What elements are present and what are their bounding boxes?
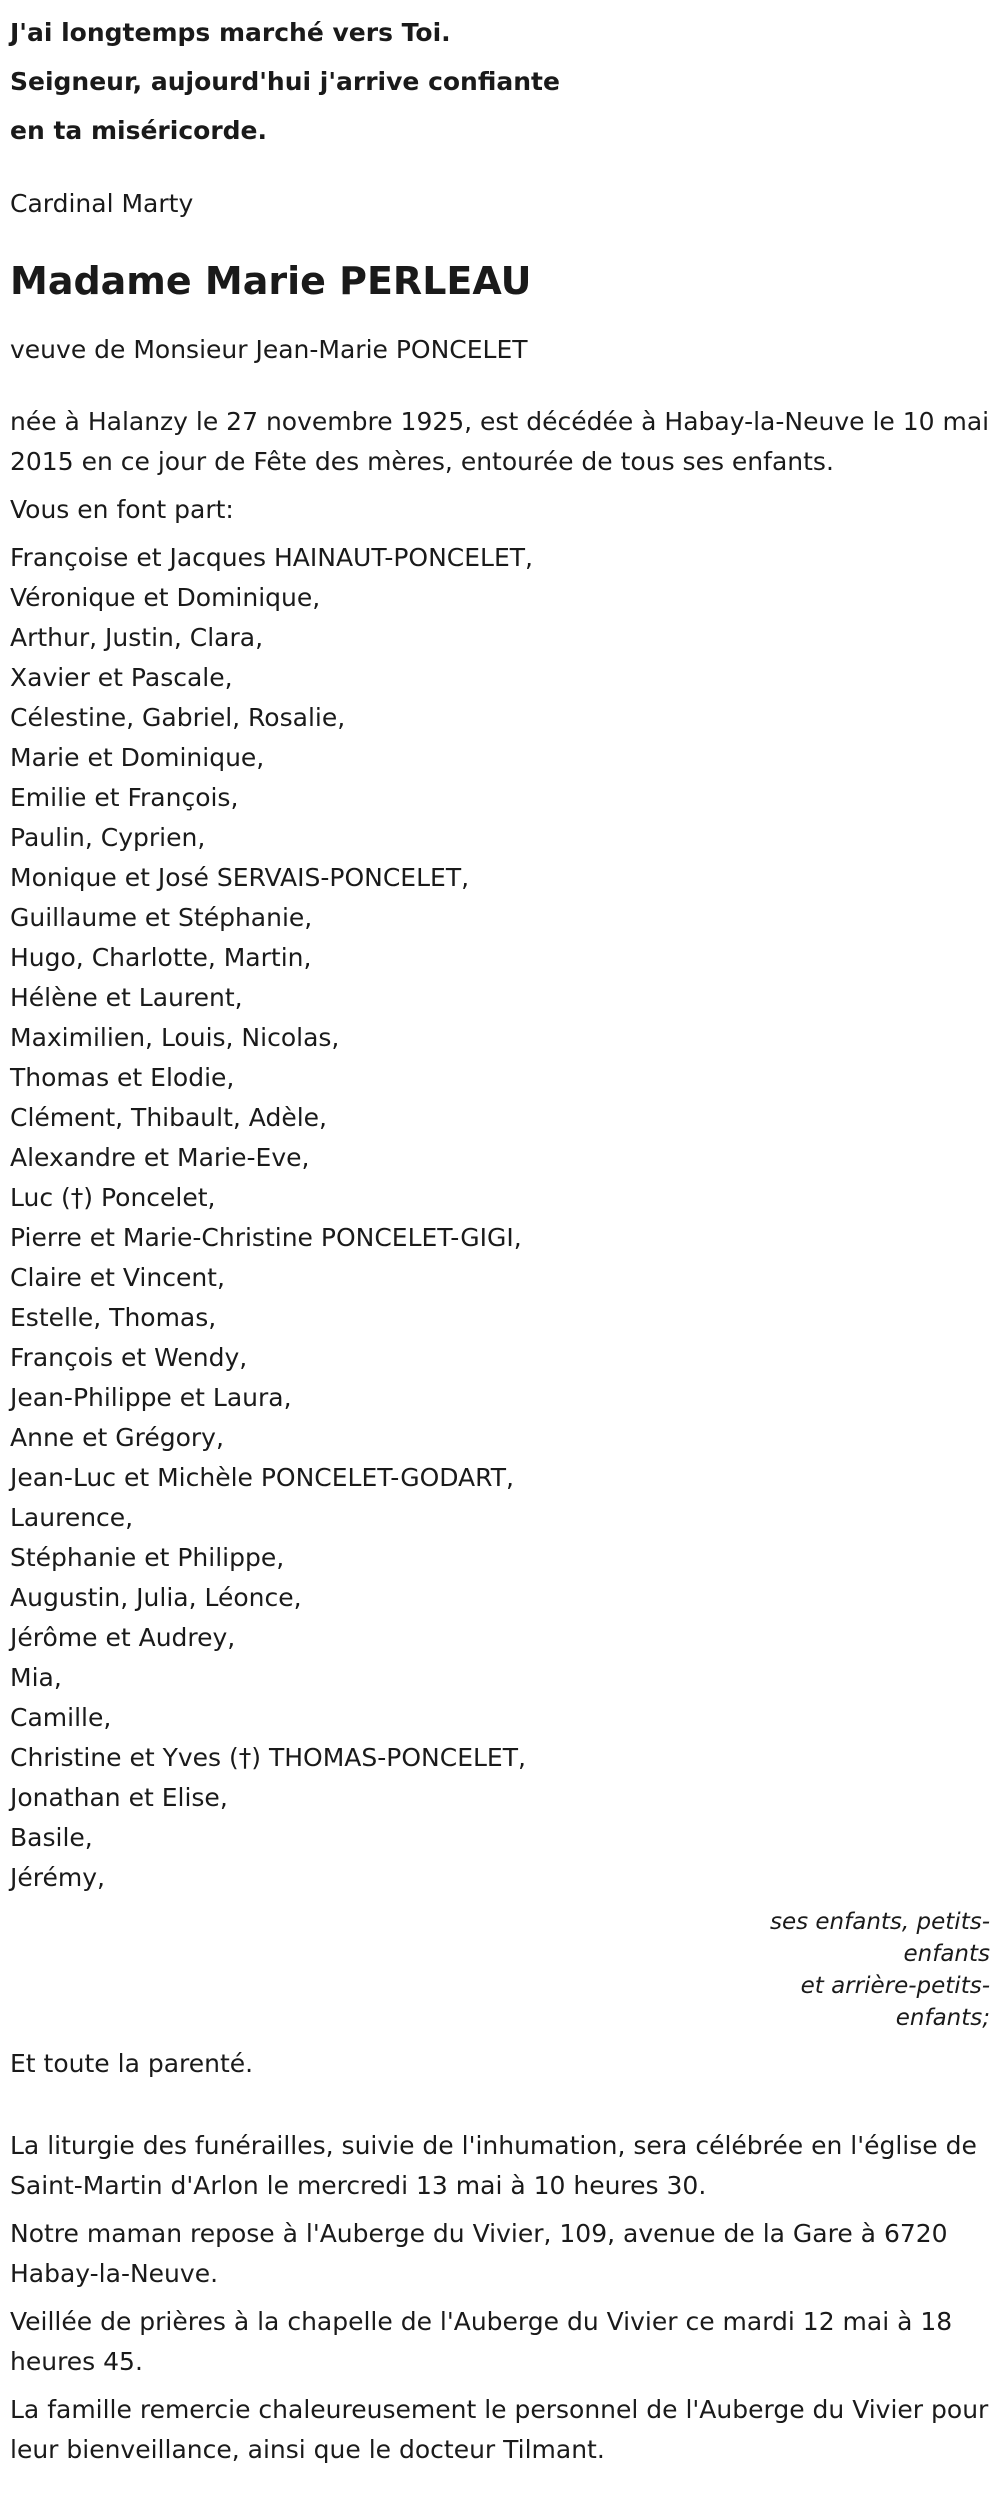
family-member-line: François et Wendy, xyxy=(10,1343,248,1372)
family-member-line: Françoise et Jacques HAINAUT-PONCELET, xyxy=(10,543,533,572)
family-member-line: Pierre et Marie-Christine PONCELET-GIGI, xyxy=(10,1223,522,1252)
vigil-text: Veillée de prières à la chapelle de l'Auberge du Vivier ce mardi 12 mai à 18 heures 45. xyxy=(10,2307,953,2376)
family-member-line: Claire et Vincent, xyxy=(10,1263,225,1292)
family-member-line: Thomas et Elodie, xyxy=(10,1063,235,1092)
family-member-line: Camille, xyxy=(10,1703,112,1732)
kinship-text: Et toute la parenté. xyxy=(10,2049,254,2078)
family-member-line: Célestine, Gabriel, Rosalie, xyxy=(10,703,346,732)
family-member-line: Jonathan et Elise, xyxy=(10,1783,228,1812)
family-member-line: Paulin, Cyprien, xyxy=(10,823,206,852)
poem-line: Seigneur, aujourd'hui j'arrive confiante xyxy=(10,67,560,96)
family-member-line: Guillaume et Stéphanie, xyxy=(10,903,313,932)
poem xyxy=(10,8,995,155)
poem-author: Cardinal Marty xyxy=(10,189,194,218)
poem-line: J'ai longtemps marché vers Toi. xyxy=(10,18,451,47)
funeral-text: La liturgie des funérailles, suivie de l'inhumation, sera célébrée en l'église de Saint-Martin d'Arlon le mercredi 13 mai à 10 heures 30. xyxy=(10,2131,977,2200)
family-member-line: Anne et Grégory, xyxy=(10,1423,224,1452)
family-member-line: Alexandre et Marie-Eve, xyxy=(10,1143,310,1172)
family-member-line: Augustin, Julia, Léonce, xyxy=(10,1583,302,1612)
resting-text: Notre maman repose à l'Auberge du Vivier, 109, avenue de la Gare à 6720 Habay-la-Neuve. xyxy=(10,2219,948,2288)
obituary xyxy=(10,0,995,2470)
poem-line: en ta miséricorde. xyxy=(10,116,268,145)
deceased-name: Madame Marie PERLEAU xyxy=(10,259,532,303)
family-list xyxy=(10,538,995,1898)
family-member-line: Basile, xyxy=(10,1823,93,1852)
relations-line: enfants; xyxy=(895,2005,990,2031)
family-member-line: Véronique et Dominique, xyxy=(10,583,321,612)
family-member-line: Hélène et Laurent, xyxy=(10,983,243,1012)
family-member-line: Luc (†) Poncelet, xyxy=(10,1183,216,1212)
family-member-line: Hugo, Charlotte, Martin, xyxy=(10,943,312,972)
thanks-text: La famille remercie chaleureusement le personnel de l'Auberge du Vivier pour leur bienveillance, ainsi que le docteur Tilmant. xyxy=(10,2395,989,2464)
family-member-line: Estelle, Thomas, xyxy=(10,1303,217,1332)
widow-of: veuve de Monsieur Jean-Marie PONCELET xyxy=(10,335,528,364)
family-member-line: Monique et José SERVAIS-PONCELET, xyxy=(10,863,470,892)
family-member-line: Xavier et Pascale, xyxy=(10,663,233,692)
family-member-line: Jérémy, xyxy=(10,1863,105,1892)
relations-line: ses enfants, petits- xyxy=(769,1909,990,1935)
family-member-line: Maximilien, Louis, Nicolas, xyxy=(10,1023,340,1052)
family-member-line: Christine et Yves (†) THOMAS-PONCELET, xyxy=(10,1743,526,1772)
family-member-line: Clément, Thibault, Adèle, xyxy=(10,1103,327,1132)
announcement-intro: Vous en font part: xyxy=(10,495,234,524)
family-member-line: Jérôme et Audrey, xyxy=(10,1623,236,1652)
family-member-line: Emilie et François, xyxy=(10,783,239,812)
relations-line: enfants xyxy=(903,1941,990,1967)
family-member-line: Arthur, Justin, Clara, xyxy=(10,623,264,652)
family-member-line: Jean-Philippe et Laura, xyxy=(10,1383,292,1412)
family-member-line: Mia, xyxy=(10,1663,62,1692)
family-member-line: Stéphanie et Philippe, xyxy=(10,1543,285,1572)
family-member-line: Marie et Dominique, xyxy=(10,743,265,772)
family-member-line: Laurence, xyxy=(10,1503,134,1532)
birth-death-text: née à Halanzy le 27 novembre 1925, est décédée à Habay-la-Neuve le 10 mai 2015 en ce jour de Fête des mères, entourée de tous ses enfants. xyxy=(10,407,990,476)
relations-line: et arrière-petits- xyxy=(800,1973,990,1999)
family-member-line: Jean-Luc et Michèle PONCELET-GODART, xyxy=(10,1463,514,1492)
relations-block xyxy=(10,1906,990,2034)
